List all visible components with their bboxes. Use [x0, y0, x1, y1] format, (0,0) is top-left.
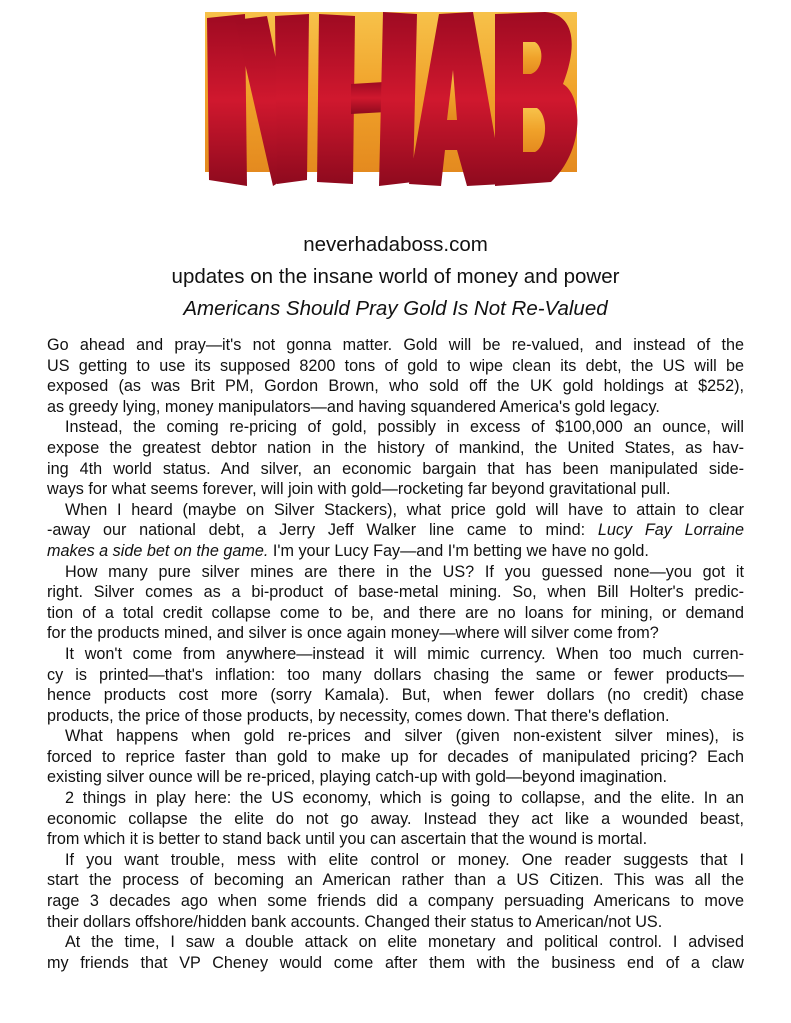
text-line: from which it is better to stand back until you can ascertain that the wound is mortal.: [47, 830, 648, 849]
text-line: What happens when gold re-prices and silver (given non-existent silver mines), is: [65, 727, 744, 746]
text-line: economic collapse the elite do not go away. Instead they act like a wounded beast,: [47, 809, 744, 828]
text-line: my friends that VP Cheney would come after them with the business end of a claw: [47, 953, 744, 972]
text-line: If you want trouble, mess with elite control or money. One reader suggests that I: [65, 850, 744, 869]
paragraph: [47, 417, 744, 499]
song-lyric: makes a side bet on the game.: [47, 541, 269, 560]
text-line: [47, 541, 744, 562]
paragraph: [47, 788, 744, 850]
text-line: 2 things in play here: the US economy, which is going to collapse, and the elite. In an: [65, 789, 744, 808]
text-line: ways for what seems forever, will join with gold—rocketing far beyond gravitational pull.: [47, 480, 671, 499]
text-line: existing silver ounce will be re-priced, playing catch-up with gold—beyond imagination.: [47, 768, 667, 787]
logo-letter-b: [495, 12, 577, 186]
paragraph: [47, 726, 744, 788]
song-lyric: Lucy Fay Lorraine: [597, 521, 745, 540]
article-body: [47, 335, 744, 973]
text-line: Go ahead and pray—it's not gonna matter. Gold will be re-valued, and instead of the: [47, 336, 744, 354]
text-line: forced to reprice faster than gold to make up for decades of manipulated pricing? Each: [47, 747, 744, 766]
paragraph: [47, 932, 744, 973]
text-line: When I heard (maybe on Silver Stackers), what price gold will have to attain to clear: [65, 500, 744, 519]
text-line: hence products cost more (sorry Kamala). But, when fewer dollars (no credit) chase: [47, 686, 744, 705]
text-line: Instead, the coming re-pricing of gold, possibly in excess of $100,000 an ounce, will: [65, 418, 744, 437]
text-line: rage 3 decades ago when some friends did a company persuading Americans to move: [47, 892, 744, 911]
text-line: US getting to use its supposed 8200 tons of gold to wipe clean its debt, the US will be: [47, 356, 744, 375]
site-name: neverhadaboss.com: [303, 233, 488, 256]
text-line: At the time, I saw a double attack on elite monetary and political control. I advised: [65, 933, 744, 952]
paragraph: [47, 644, 744, 726]
text-line: How many pure silver mines are there in the US? If you guessed none—you got it: [65, 562, 744, 581]
paragraph: [47, 335, 744, 417]
text-line: exposed (as was Brit PM, Gordon Brown, who sold off the UK gold holdings at $252),: [47, 377, 744, 396]
paragraph: [47, 562, 744, 644]
text-segment: I'm your Lucy Fay—and I'm betting we have no gold.: [272, 541, 649, 560]
text-line: products, the price of those products, by necessity, comes down. That there's deflation.: [47, 706, 670, 725]
text-line: [47, 520, 744, 541]
text-segment: -away our national debt, a Jerry Jeff Walker line came to mind:: [47, 521, 586, 540]
text-line: expose the greatest debtor nation in the history of mankind, the United States, as hav-: [47, 438, 744, 457]
text-line: their dollars offshore/hidden bank accounts. Changed their status to American/not US.: [47, 912, 663, 931]
text-line: right. Silver comes as a bi-product of base-metal mining. So, when Bill Holter's predic-: [47, 583, 744, 602]
paragraph: [47, 500, 744, 562]
text-line: ing 4th world status. And silver, an economic bargain that has been manipulated side-: [47, 459, 744, 478]
article-title: Americans Should Pray Gold Is Not Re-Valued: [183, 297, 608, 320]
text-line: cy is printed—that's inflation: too many dollars chasing the same or fewer products—: [47, 665, 744, 684]
paragraph: [47, 850, 744, 932]
text-line: start the process of becoming an American rather than a US Citizen. This was all the: [47, 871, 744, 890]
text-line: tion of a total credit collapse come to be, and there are no loans for mining, or demand: [47, 603, 744, 622]
text-line: as greedy lying, money manipulators—and having squandered America's gold legacy.: [47, 397, 660, 416]
masthead: [0, 229, 791, 325]
nhab-logo: [195, 0, 587, 193]
text-line: It won't come from anywhere—instead it will mimic currency. When too much curren-: [65, 644, 744, 663]
text-line: for the products mined, and silver is once again money—where will silver come from?: [47, 624, 659, 643]
site-tagline: updates on the insane world of money and power: [171, 265, 620, 288]
